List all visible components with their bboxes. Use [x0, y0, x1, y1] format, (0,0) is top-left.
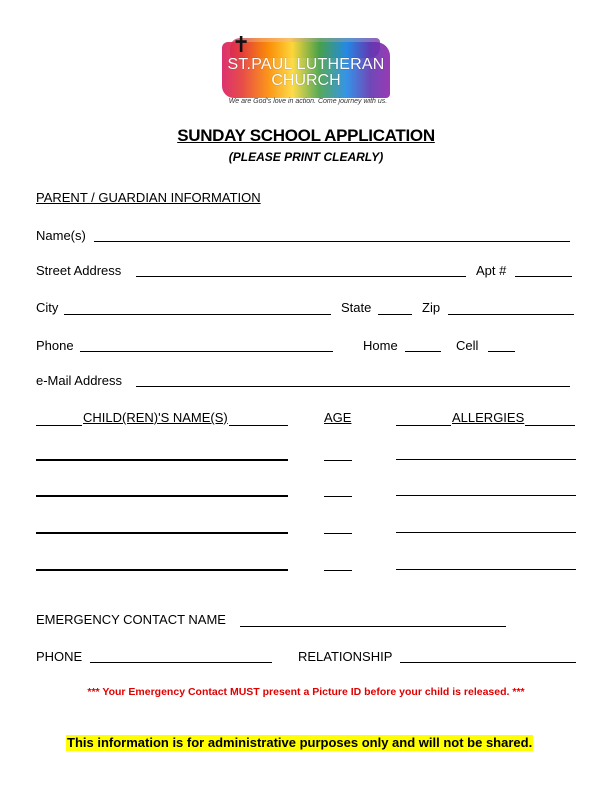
emergency-contact-field[interactable] [240, 626, 506, 627]
state-label: State [341, 300, 372, 315]
city-label: City [36, 300, 59, 315]
phone-field[interactable] [80, 351, 333, 352]
age-header: AGE [324, 410, 352, 425]
logo-name-line1: ST.PAUL LUTHERAN [227, 56, 385, 73]
church-logo [220, 32, 392, 108]
cell-field[interactable] [488, 351, 515, 352]
page-subtitle: (PLEASE PRINT CLEARLY) [228, 150, 384, 164]
child-allergies-field-4[interactable] [396, 569, 576, 570]
emergency-phone-field[interactable] [90, 662, 272, 663]
apt-label: Apt # [476, 263, 507, 278]
state-field[interactable] [378, 314, 412, 315]
child-age-field-4[interactable] [324, 570, 352, 571]
email-label: e-Mail Address [36, 373, 122, 388]
street-address-label: Street Address [36, 263, 122, 278]
names-field[interactable] [94, 241, 570, 242]
child-age-field-2[interactable] [324, 496, 352, 497]
child-name-field-1[interactable] [36, 459, 288, 461]
city-field[interactable] [64, 314, 331, 315]
picture-id-warning: *** Your Emergency Contact MUST present a Picture ID before your child is released. *** [87, 686, 525, 698]
phone-label: Phone [36, 338, 74, 353]
street-address-field[interactable] [136, 276, 466, 277]
child-allergies-field-2[interactable] [396, 495, 576, 496]
child-allergies-field-3[interactable] [396, 532, 576, 533]
child-age-field-1[interactable] [324, 460, 352, 461]
logo-tagline: We are God's love in action. Come journey with us. [228, 98, 388, 105]
home-label: Home [363, 338, 398, 353]
home-field[interactable] [405, 351, 441, 352]
cell-label: Cell [456, 338, 479, 353]
child-name-field-4[interactable] [36, 569, 288, 571]
allergies-header: ALLERGIES [452, 410, 525, 425]
email-field[interactable] [136, 386, 570, 387]
child-name-header: CHILD(REN)'S NAME(S) [83, 410, 228, 425]
relationship-field[interactable] [400, 662, 576, 663]
emergency-contact-label: EMERGENCY CONTACT NAME [36, 612, 226, 627]
child-name-field-3[interactable] [36, 532, 288, 534]
relationship-label: RELATIONSHIP [298, 649, 393, 664]
zip-label: Zip [422, 300, 441, 315]
zip-field[interactable] [448, 314, 574, 315]
names-label: Name(s) [36, 228, 86, 243]
apt-field[interactable] [515, 276, 572, 277]
parent-section-heading: PARENT / GUARDIAN INFORMATION [36, 190, 261, 205]
child-age-field-3[interactable] [324, 533, 352, 534]
cross-icon: ✝ [232, 32, 251, 57]
privacy-notice: This information is for administrative purposes only and will not be shared. [67, 735, 533, 750]
logo-name-line2: CHURCH [271, 72, 341, 89]
emergency-phone-label: PHONE [36, 649, 83, 664]
child-name-field-2[interactable] [36, 495, 288, 497]
page-title: SUNDAY SCHOOL APPLICATION [177, 126, 435, 145]
child-allergies-field-1[interactable] [396, 459, 576, 460]
